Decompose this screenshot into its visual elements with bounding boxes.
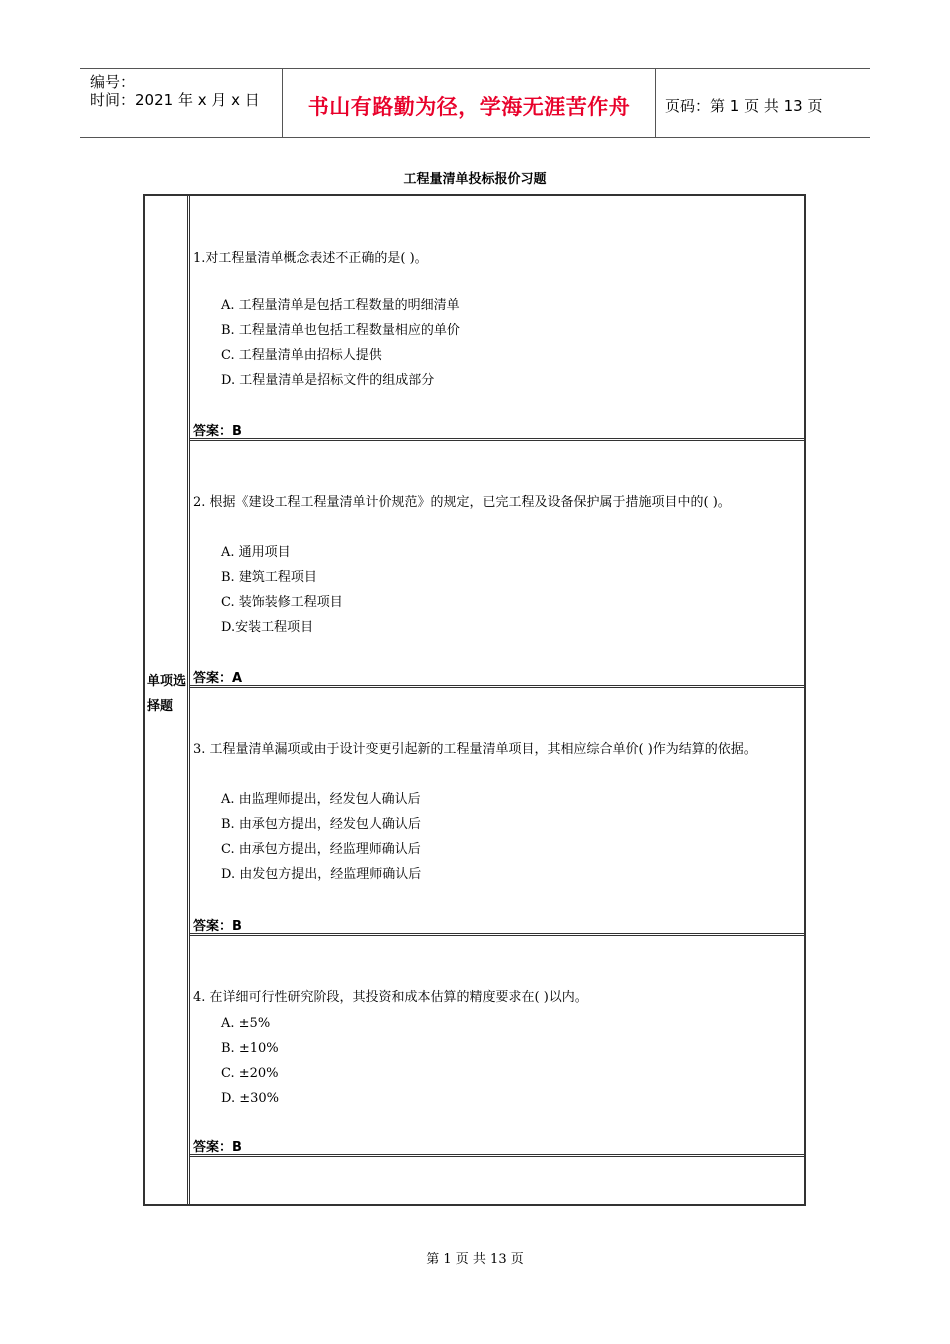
row-divider bbox=[190, 685, 804, 688]
header-motto-cell bbox=[282, 69, 656, 137]
question-3-option-b: B. 由承包方提出，经发包人确认后 bbox=[221, 817, 421, 832]
page-footer: 第 1 页 共 13 页 bbox=[426, 1252, 524, 1267]
row-divider bbox=[190, 438, 804, 441]
question-2-text: 2. 根据《建设工程工程量清单计价规范》的规定，已完工程及设备保护属于措施项目中的( )。 bbox=[193, 495, 731, 510]
question-1-option-c: C. 工程量清单由招标人提供 bbox=[221, 348, 382, 363]
motto-text: 书山有路勤为径，学海无涯苦作舟 bbox=[307, 95, 631, 119]
question-1-option-b: B. 工程量清单也包括工程数量相应的单价 bbox=[221, 323, 460, 338]
question-4-text: 4. 在详细可行性研究阶段，其投资和成本估算的精度要求在( )以内。 bbox=[193, 990, 588, 1005]
section-column bbox=[145, 196, 190, 1204]
question-3-option-a: A. 由监理师提出，经发包人确认后 bbox=[221, 792, 421, 807]
question-4-option-c: C. ±20% bbox=[221, 1066, 279, 1081]
header-meta-cell bbox=[80, 69, 282, 137]
question-2-option-d: D.安装工程项目 bbox=[221, 620, 314, 635]
question-4-option-b: B. ±10% bbox=[221, 1041, 279, 1056]
question-table bbox=[143, 194, 806, 1206]
page-number-label: 页码：第 1 页 共 13 页 bbox=[665, 97, 823, 115]
row-divider bbox=[190, 1154, 804, 1157]
question-2-answer: 答案：A bbox=[193, 671, 243, 686]
section-label: 单项选择题 bbox=[147, 674, 187, 714]
question-4-option-a: A. ±5% bbox=[221, 1016, 271, 1031]
question-2-option-b: B. 建筑工程项目 bbox=[221, 570, 317, 585]
question-2-option-c: C. 装饰装修工程项目 bbox=[221, 595, 343, 610]
question-1-option-d: D. 工程量清单是招标文件的组成部分 bbox=[221, 373, 435, 388]
document-time-label: 时间：2021 年 x 月 x 日 bbox=[90, 91, 260, 109]
question-3-text: 3. 工程量清单漏项或由于设计变更引起新的工程量清单项目，其相应综合单价( )作为结算的依据。 bbox=[193, 742, 757, 757]
question-1-answer: 答案：B bbox=[193, 424, 242, 439]
question-1-text: 1.对工程量清单概念表述不正确的是( )。 bbox=[193, 251, 428, 266]
row-divider bbox=[190, 933, 804, 936]
question-3-option-d: D. 由发包方提出，经监理师确认后 bbox=[221, 867, 422, 882]
page-header bbox=[80, 68, 870, 138]
document-title: 工程量清单投标报价习题 bbox=[403, 172, 547, 187]
header-page-cell bbox=[655, 69, 870, 137]
question-3-option-c: C. 由承包方提出，经监理师确认后 bbox=[221, 842, 421, 857]
question-1-option-a: A. 工程量清单是包括工程数量的明细清单 bbox=[221, 298, 460, 313]
question-2-option-a: A. 通用项目 bbox=[221, 545, 291, 560]
question-4-option-d: D. ±30% bbox=[221, 1091, 280, 1106]
document-number-label: 编号： bbox=[90, 73, 136, 91]
question-4-answer: 答案：B bbox=[193, 1140, 242, 1155]
question-3-answer: 答案：B bbox=[193, 919, 242, 934]
